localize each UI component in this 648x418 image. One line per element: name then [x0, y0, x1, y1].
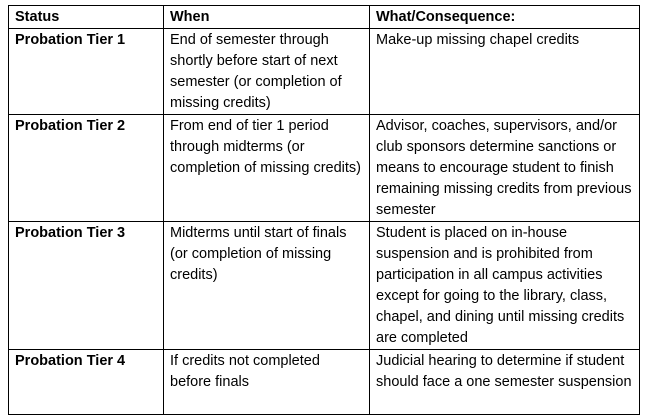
table-row [9, 29, 640, 115]
when-cell: From end of tier 1 period through midterms (or completion of missing credits) [164, 115, 370, 222]
when-cell: Midterms until start of finals (or completion of missing credits) [164, 222, 370, 350]
status-cell: Probation Tier 2 [9, 115, 164, 222]
consequence-cell: Student is placed on in-house suspension and is prohibited from participation in all campus activities except for going to the library, class, chapel, and dining until missing credits are completed [370, 222, 640, 350]
when-cell: If credits not completed before finals [164, 350, 370, 415]
header-when: When [164, 6, 370, 29]
header-row [9, 6, 640, 29]
consequence-cell: Make-up missing chapel credits [370, 29, 640, 115]
header-what-consequence: What/Consequence: [370, 6, 640, 29]
status-cell: Probation Tier 3 [9, 222, 164, 350]
table-row [9, 350, 640, 415]
probation-table [8, 5, 640, 415]
table-row [9, 222, 640, 350]
status-cell: Probation Tier 1 [9, 29, 164, 115]
status-cell: Probation Tier 4 [9, 350, 164, 415]
when-cell: End of semester through shortly before start of next semester (or completion of missing credits) [164, 29, 370, 115]
header-status: Status [9, 6, 164, 29]
consequence-cell: Judicial hearing to determine if student should face a one semester suspension [370, 350, 640, 415]
table-row [9, 115, 640, 222]
consequence-cell: Advisor, coaches, supervisors, and/or club sponsors determine sanctions or means to encourage student to finish remaining missing credits from previous semester [370, 115, 640, 222]
